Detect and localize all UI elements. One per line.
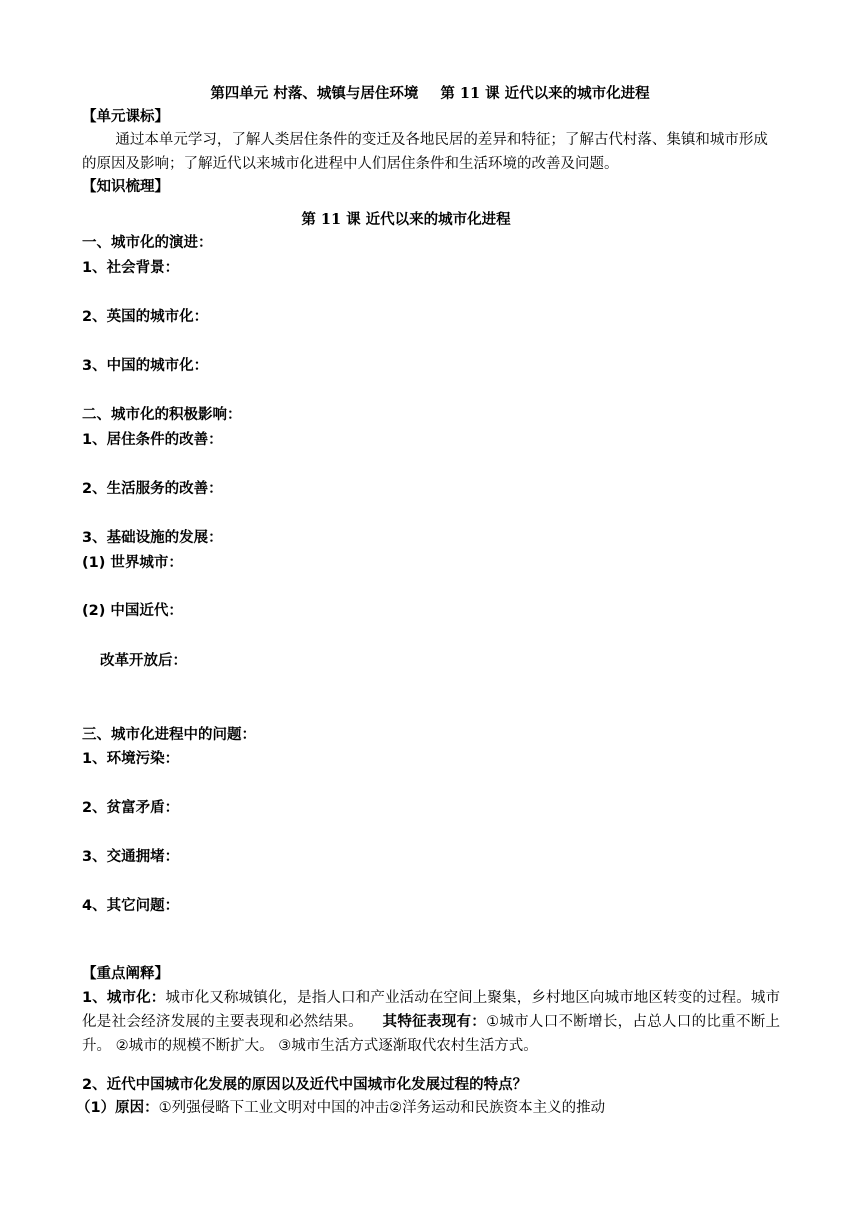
key-point-1-label: 1、城市化： [82,990,166,1006]
key-point-2: 2、近代中国城市化发展的原因以及近代中国城市化发展过程的特点？ [82,1077,528,1093]
key-point-1 [82,986,780,1058]
section-1-item-1: 1、社会背景： [82,260,180,276]
section-1-item-2: 2、英国的城市化： [82,309,209,325]
section-2-heading: 二、城市化的积极影响： [82,407,242,423]
key-point-2a-text: ①列强侵略下工业文明对中国的冲击②洋务运动和民族资本主义的推动 [158,1100,606,1116]
section-2-item-2: 2、生活服务的改善： [82,481,223,497]
unit-standard-heading: 【单元课标】 [82,108,169,125]
knowledge-lesson-title: 第 11 课 近代以来的城市化进程 [301,211,511,228]
section-3-item-2: 2、贫富矛盾： [82,800,180,816]
key-point-1-text: 城市化又称城镇化，是指人口和产业活动在空间上聚集，乡村地区向城市地区转变的过程。城市化是社会经济发展的主要表现和必然结果。 [82,990,781,1030]
section-3-heading: 三、城市化进程中的问题： [82,727,256,743]
document-title [0,84,860,104]
section-3-item-1: 1、环境污染： [82,751,180,767]
key-point-1-feature-label: 其特征表现有： [382,1014,487,1030]
knowledge-heading: 【知识梳理】 [82,178,169,195]
section-1-item-3: 3、中国的城市化： [82,358,209,374]
key-point-1-feature-text: ①城市人口不断增长，占总人口的比重不断上升。 ②城市的规模不断扩大。 ③城市生活方式逐渐取代农村生活方式。 [82,1014,781,1054]
unit-standard-text: 通过本单元学习，了解人类居住条件的变迁及各地民居的差异和特征；了解古代村落、集镇和城市形成的原因及影响；了解近代以来城市化进程中人们居住条件和生活环境的改善及问题。 [82,132,768,172]
key-point-2a [76,1097,605,1119]
unit-title: 第四单元 村落、城镇与居住环境 [210,85,419,102]
section-3-item-4: 4、其它问题： [82,898,180,914]
section-2-item-3a: (1) 世界城市： [82,555,183,571]
section-1-heading: 一、城市化的演进： [82,235,213,251]
key-point-2a-label: （1）原因： [76,1100,159,1116]
section-2-item-3b: (2) 中国近代： [82,603,183,619]
section-2-item-3c: 改革开放后： [100,653,187,669]
section-3-item-3: 3、交通拥堵： [82,849,180,865]
section-2-item-1: 1、居住条件的改善： [82,432,223,448]
section-2-item-3: 3、基础设施的发展： [82,530,223,546]
key-points-heading: 【重点阐释】 [82,966,169,982]
lesson-title: 第 11 课 近代以来的城市化进程 [440,85,650,102]
